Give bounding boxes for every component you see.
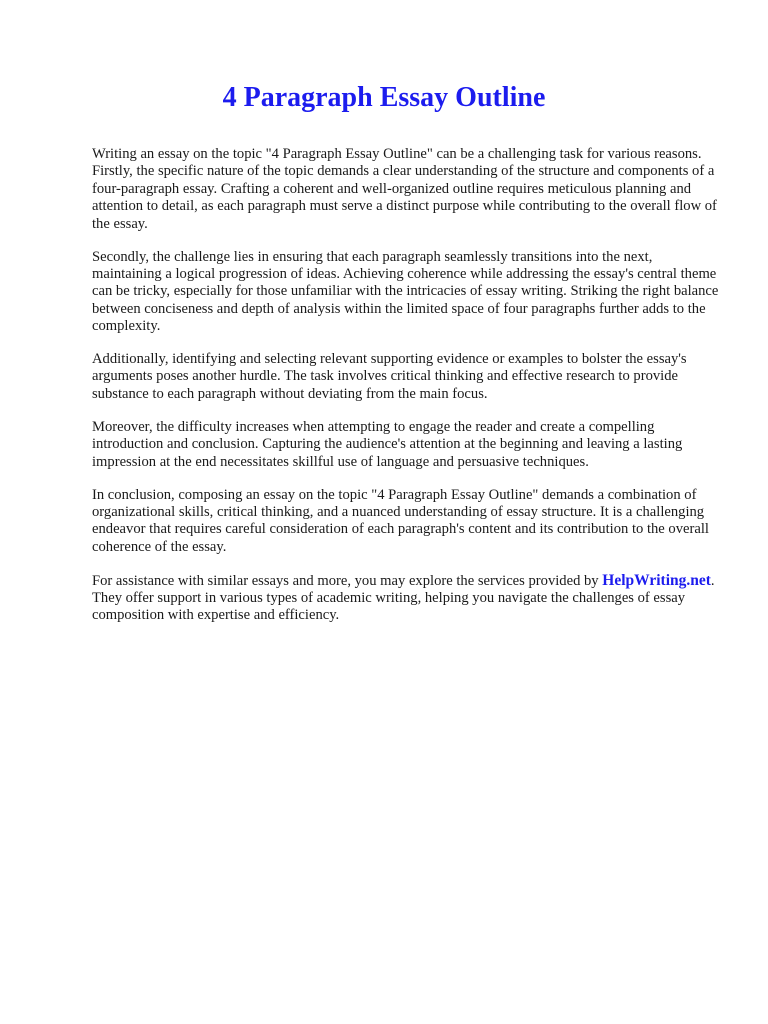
paragraph-2: Secondly, the challenge lies in ensuring that each paragraph seamlessly transitions into the next, maintaining a logical progression of ideas. Achieving coherence while addressing the essay's central theme can be tricky, especially for those unfamiliar with the intricacies of essay writing. Striking the right balance between conciseness and depth of analysis within the limited space of four paragraphs further adds to the complexity. xyxy=(92,248,719,335)
helpwriting-link[interactable]: HelpWriting.net xyxy=(602,571,711,589)
essay-body xyxy=(92,146,722,640)
closing-text-after-link: . They offer support in various types of academic writing, helping you navigate the challenges of essay composition with expertise and efficiency. xyxy=(92,572,715,624)
closing-text-before-link: For assistance with similar essays and more, you may explore the services provided by xyxy=(92,572,599,589)
closing-paragraph xyxy=(92,572,722,625)
paragraph-1: Writing an essay on the topic "4 Paragraph Essay Outline" can be a challenging task for various reasons. Firstly, the specific nature of the topic demands a clear understanding of the structure and components of a four-paragraph essay. Crafting a coherent and well-organized outline requires meticulous planning and attention to detail, as each paragraph must serve a distinct purpose while contributing to the overall flow of the essay. xyxy=(92,146,717,232)
paragraph-3: Additionally, identifying and selecting relevant supporting evidence or examples to bolster the essay's arguments poses another hurdle. The task involves critical thinking and effective research to provide substance to each paragraph without deviating from the main focus. xyxy=(92,351,687,402)
paragraph-5: In conclusion, composing an essay on the topic "4 Paragraph Essay Outline" demands a combination of organizational skills, critical thinking, and a nuanced understanding of essay structure. It is a challenging endeavor that requires careful consideration of each paragraph's content and its contribution to the overall coherence of the essay. xyxy=(92,486,709,555)
page-title: 4 Paragraph Essay Outline xyxy=(222,82,546,113)
paragraph-4: Moreover, the difficulty increases when attempting to engage the reader and create a compelling introduction and conclusion. Capturing the audience's attention at the beginning and leaving a lasting impression at the end necessitates skillful use of language and persuasive techniques. xyxy=(92,418,683,470)
